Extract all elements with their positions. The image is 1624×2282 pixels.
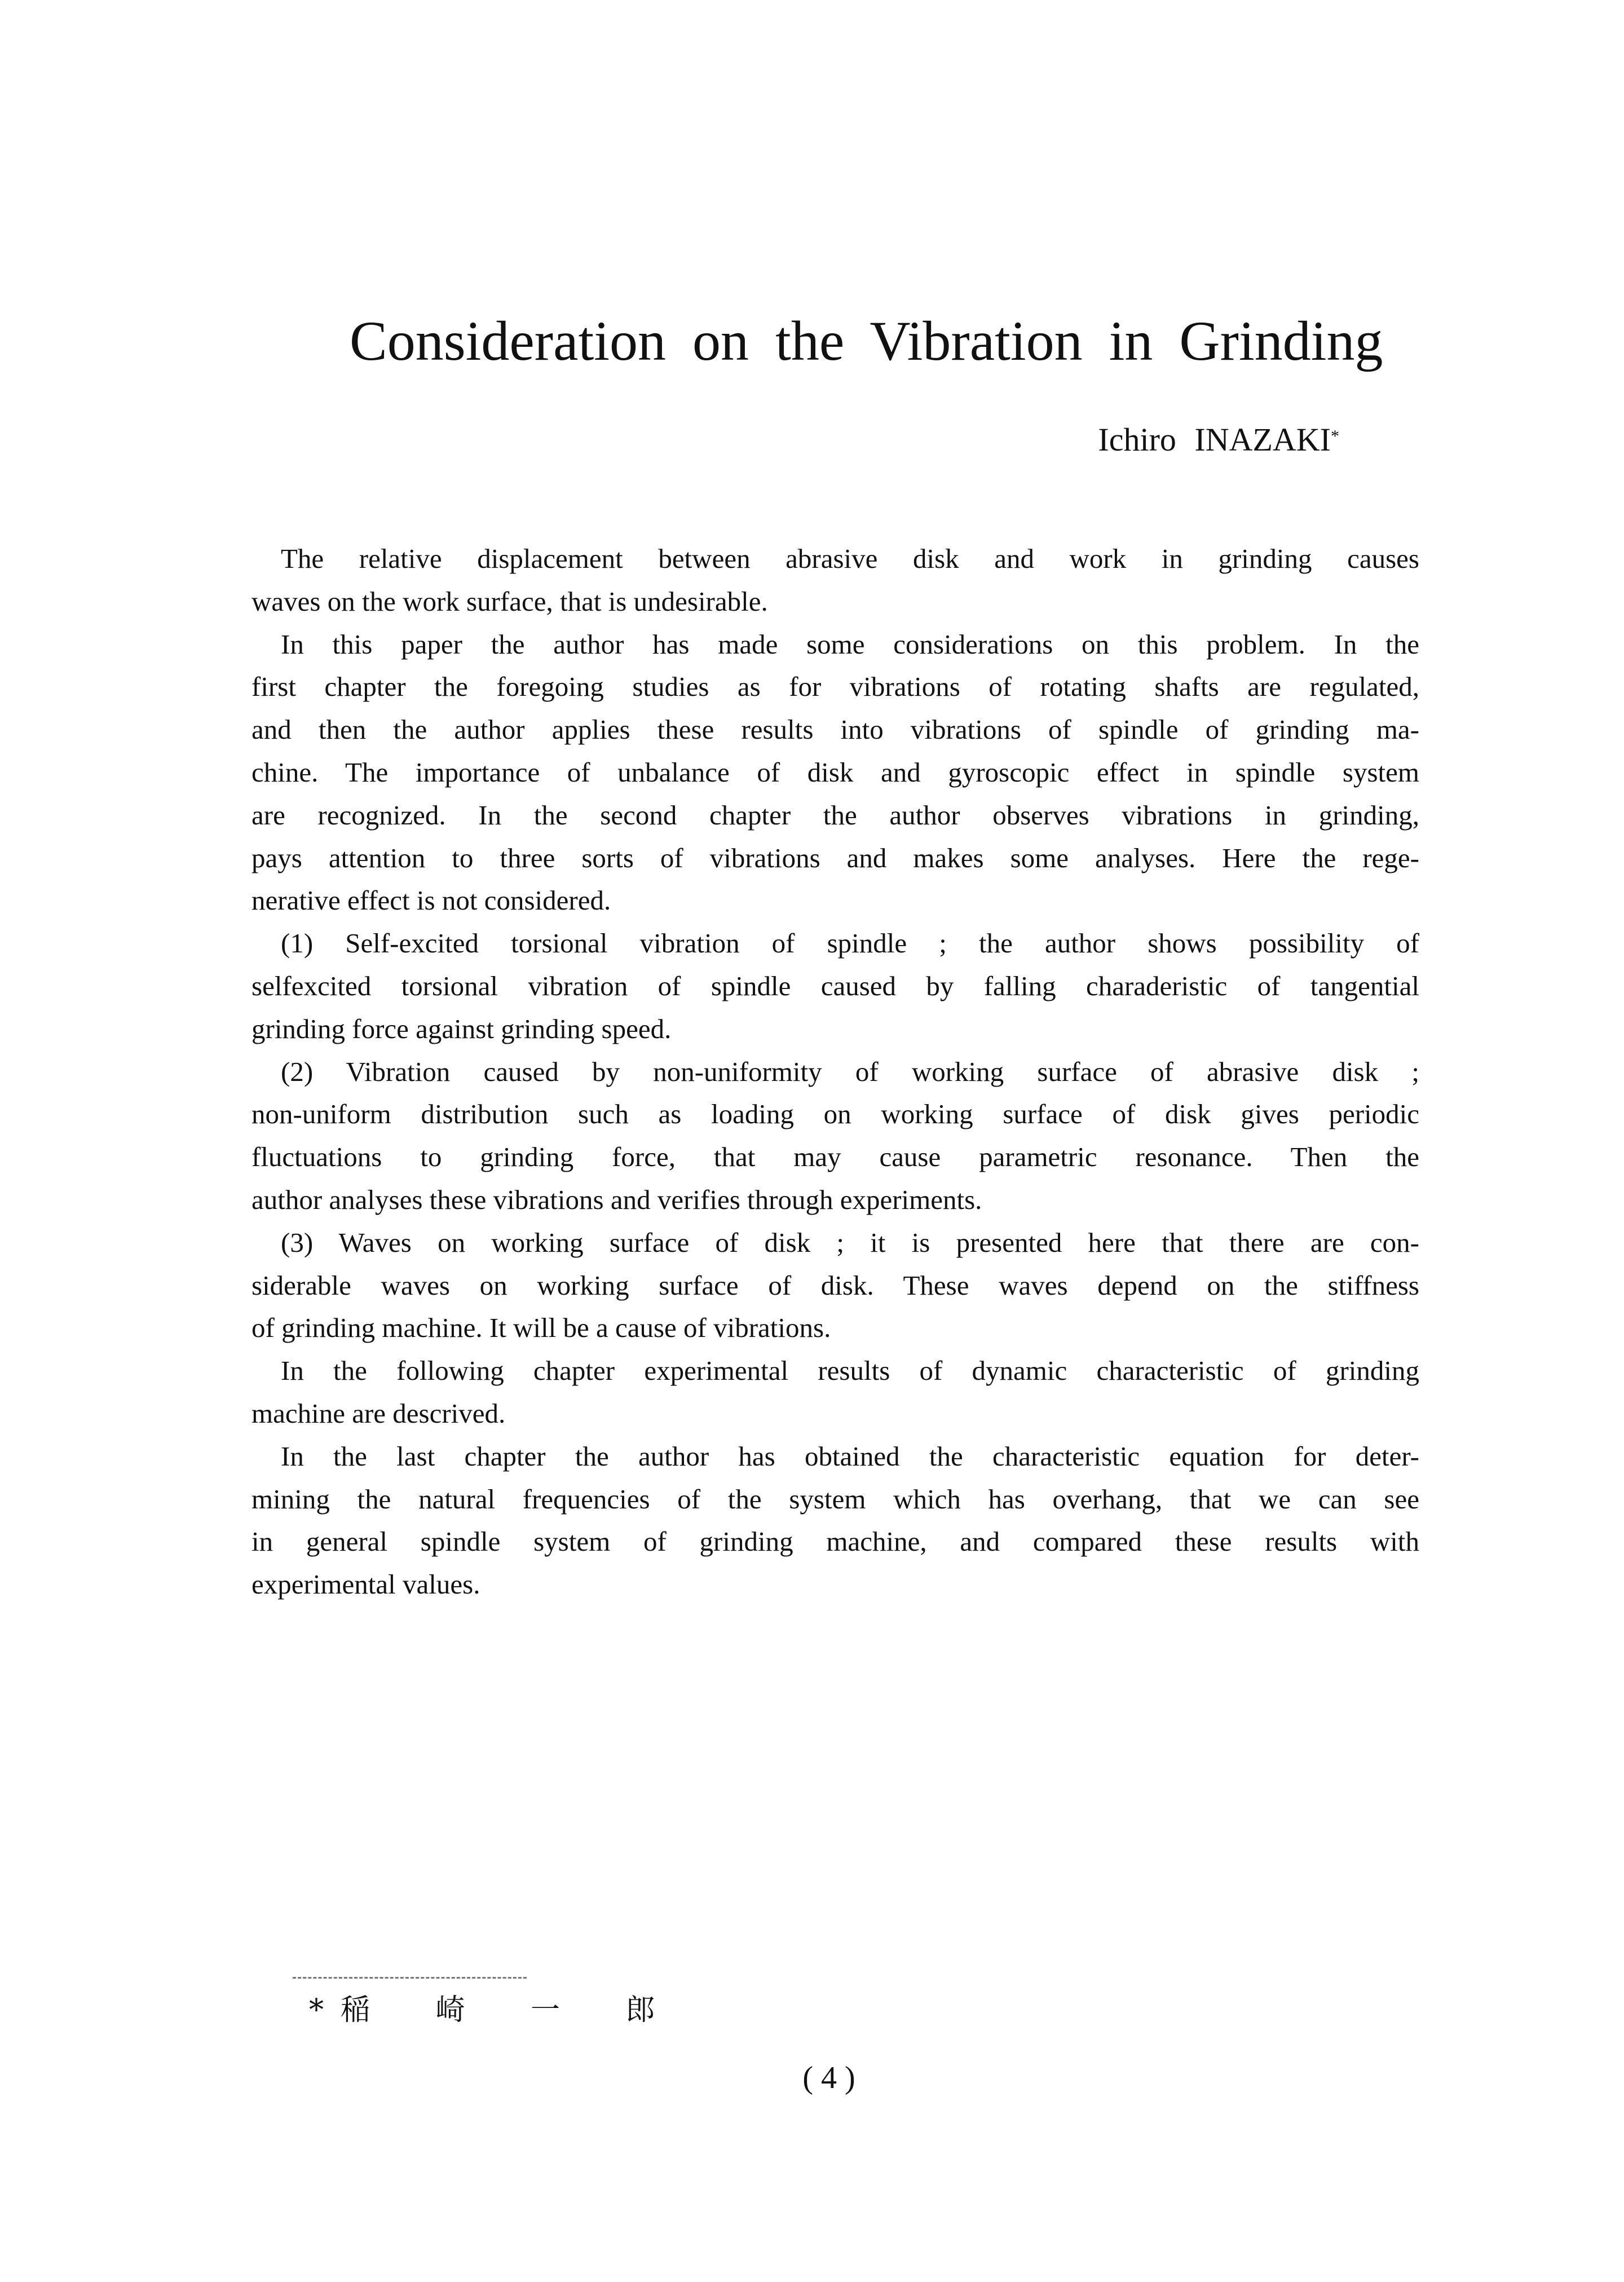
text-line: In the last chapter the author has obtained the characteristic equation for deter- <box>281 1440 1419 1472</box>
text-line: mining the natural frequencies of the system which has overhang, that we can see <box>251 1483 1419 1515</box>
text-line: pays attention to three sorts of vibrations and makes some analyses. Here the rege- <box>251 842 1419 873</box>
text-line: machine are descrived. <box>251 1397 506 1429</box>
text-line: author analyses these vibrations and verifies through experiments. <box>251 1184 982 1215</box>
text-line: in general spindle system of grinding machine, and compared these results with <box>251 1526 1419 1557</box>
author-line <box>1098 417 1339 462</box>
text-line: first chapter the foregoing studies as for vibrations of rotating shafts are regulated, <box>251 671 1419 703</box>
text-line: The relative displacement between abrasive disk and work in grinding causes <box>281 543 1419 574</box>
abstract-paragraph <box>251 922 1419 1050</box>
abstract-paragraph <box>251 1349 1419 1435</box>
abstract-paragraph <box>251 1435 1419 1606</box>
text-line: non-uniform distribution such as loading on working surface of disk gives periodic <box>251 1098 1419 1130</box>
text-line: siderable waves on working surface of disk. These waves depend on the stiffness <box>251 1269 1419 1301</box>
abstract-paragraph <box>251 623 1419 922</box>
paper-title: Consideration on the Vibration in Grinding <box>350 310 1383 372</box>
text-line: (1) Self-excited torsional vibration of spindle ; the author shows possibility of <box>281 928 1419 959</box>
text-line: and then the author applies these results into vibrations of spindle of grinding ma- <box>251 714 1419 745</box>
abstract-paragraph <box>251 1050 1419 1221</box>
author-footnote-mark: * <box>1331 427 1339 445</box>
text-line: In this paper the author has made some considerations on this problem. In the <box>281 628 1419 660</box>
text-line: (3) Waves on working surface of disk ; it is presented here that there are con- <box>281 1226 1419 1258</box>
abstract-paragraph <box>251 1221 1419 1349</box>
page-number: ( 4 ) <box>802 2060 855 2095</box>
text-line: selfexcited torsional vibration of spindle caused by falling charaderistic of tangential <box>251 970 1419 1001</box>
abstract-body <box>251 537 1419 1606</box>
text-line: of grinding machine. It will be a cause of vibrations. <box>251 1312 831 1344</box>
text-line: waves on the work surface, that is undesirable. <box>251 585 768 617</box>
text-line: are recognized. In the second chapter the author observes vibrations in grinding, <box>251 799 1419 831</box>
text-line: chine. The importance of unbalance of disk and gyroscopic effect in spindle system <box>251 756 1419 788</box>
author-footnote: *稲 崎 一 郎 <box>309 1993 672 2027</box>
text-line: (2) Vibration caused by non-uniformity of working surface of abrasive disk ; <box>281 1056 1419 1087</box>
abstract-paragraph <box>251 537 1419 623</box>
text-line: fluctuations to grinding force, that may cause parametric resonance. Then the <box>251 1141 1419 1173</box>
footnote-divider <box>293 1977 527 1979</box>
text-line: nerative effect is not considered. <box>251 885 611 916</box>
text-line: In the following chapter experimental results of dynamic characteristic of grinding <box>281 1355 1419 1387</box>
author-name: Ichiro INAZAKI <box>1098 421 1331 458</box>
text-line: experimental values. <box>251 1569 480 1600</box>
text-line: grinding force against grinding speed. <box>251 1013 672 1044</box>
